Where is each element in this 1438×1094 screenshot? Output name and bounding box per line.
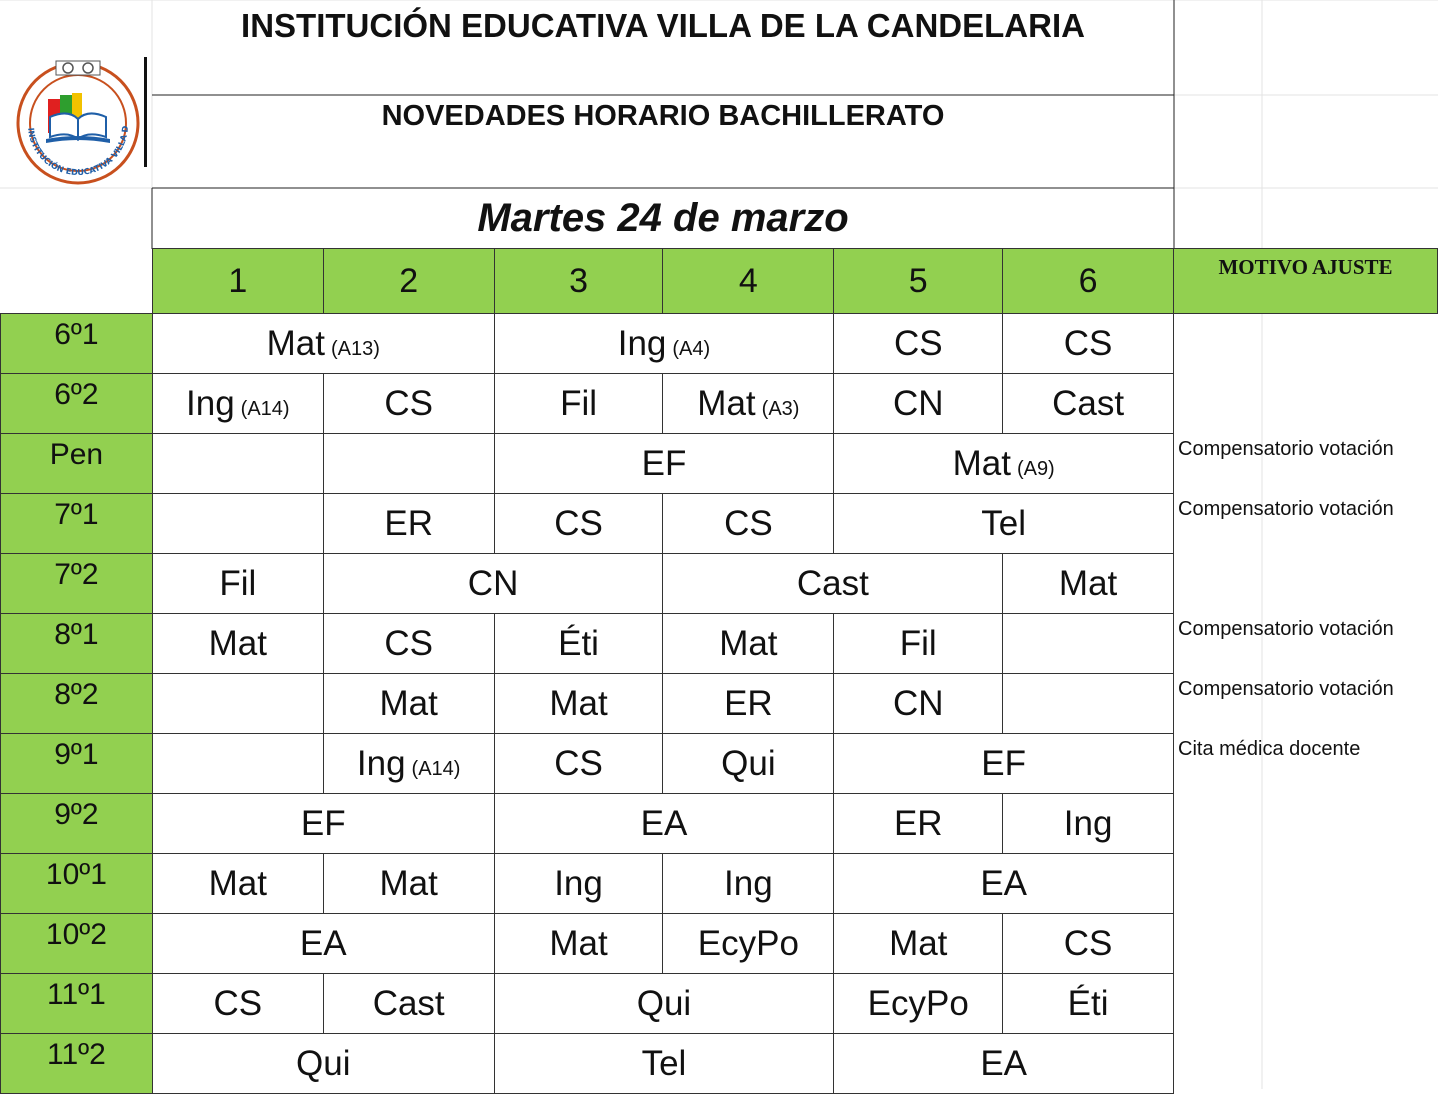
class-cell <box>834 614 1003 674</box>
subject-label: CS <box>384 623 433 663</box>
subject-label: Mat <box>697 383 756 423</box>
adjustment-reason: Compensatorio votación <box>1178 437 1394 460</box>
subject-label: CS <box>1063 923 1113 963</box>
subject-label: Mat <box>719 623 778 663</box>
subject-label: CN <box>892 383 944 423</box>
adjustment-reason <box>1174 794 1438 854</box>
class-cell <box>834 674 1003 734</box>
subject-label: Mat <box>1058 563 1118 603</box>
subject-label: Mat <box>208 863 267 903</box>
adjustment-reason: Compensatorio votación <box>1178 617 1394 640</box>
adjustment-reason <box>1174 554 1438 614</box>
room-label: (A14) <box>240 397 290 420</box>
adjustment-reason <box>1174 854 1438 914</box>
subject-label: CN <box>892 683 944 723</box>
class-cell <box>494 794 834 854</box>
subject-label: EcyPo <box>697 923 799 963</box>
class-cell <box>1003 914 1174 974</box>
schedule-row <box>1 314 1438 374</box>
class-cell <box>494 1034 834 1094</box>
class-cell <box>152 314 494 374</box>
schedule-row <box>1 494 1438 554</box>
class-cell <box>494 854 663 914</box>
period-header: 1 <box>152 249 323 314</box>
subject-label: ER <box>724 683 773 723</box>
subject-label: Mat <box>549 683 608 723</box>
class-cell <box>834 914 1003 974</box>
class-cell <box>152 374 323 434</box>
schedule-row <box>1 1034 1438 1094</box>
class-cell <box>323 374 494 434</box>
subject-label: EA <box>640 803 688 843</box>
class-cell <box>152 974 323 1034</box>
subject-label: CS <box>554 503 603 543</box>
class-cell <box>834 374 1003 434</box>
subject-label: Cast <box>1052 383 1125 423</box>
subject-label: EcyPo <box>867 983 969 1023</box>
subject-label: ER <box>384 503 433 543</box>
adjustment-reason <box>1174 974 1438 1034</box>
subject-label: Mat <box>549 923 608 963</box>
schedule-row <box>1 434 1438 494</box>
class-cell <box>663 374 834 434</box>
class-cell <box>494 314 834 374</box>
subject-label: Fil <box>899 623 937 663</box>
class-cell <box>663 854 834 914</box>
class-cell <box>323 974 494 1034</box>
period-header: 3 <box>494 249 663 314</box>
schedule-body <box>1 314 1438 1094</box>
subject-label: Cast <box>796 563 869 603</box>
subject-label: Fil <box>219 563 257 603</box>
group-label: 11º2 <box>1 1034 153 1094</box>
adjustment-reason <box>1174 914 1438 974</box>
svg-text:INSTITUCIÓN EDUCATIVA VILLA DE: INSTITUCIÓN EDUCATIVA VILLA D <box>26 125 131 178</box>
class-cell <box>834 794 1003 854</box>
schedule-row <box>1 794 1438 854</box>
subject-label: EF <box>641 443 687 483</box>
subject-label: CS <box>213 983 263 1023</box>
period-header: 6 <box>1003 249 1174 314</box>
room-label: (A13) <box>330 337 380 360</box>
schedule-row <box>1 854 1438 914</box>
subject-label: EA <box>980 1043 1028 1083</box>
subject-label: CN <box>467 563 519 603</box>
date-title: Martes 24 de marzo <box>477 196 849 240</box>
class-cell <box>494 614 663 674</box>
adjustment-reason: Cita médica docente <box>1178 737 1361 760</box>
class-cell <box>494 374 663 434</box>
schedule-row <box>1 614 1438 674</box>
class-cell <box>663 674 834 734</box>
subject-label: EF <box>300 803 346 843</box>
group-label: 10º1 <box>1 854 153 914</box>
subject-label: Cast <box>372 983 445 1023</box>
class-cell <box>152 494 323 554</box>
class-cell <box>152 794 494 854</box>
subject-label: Éti <box>1067 983 1109 1023</box>
adjustment-reason <box>1174 1034 1438 1094</box>
class-cell <box>663 914 834 974</box>
class-cell <box>1003 554 1174 614</box>
group-label: Pen <box>1 434 153 494</box>
subject-label: Ing <box>186 383 235 423</box>
group-label: 7º2 <box>1 554 153 614</box>
class-cell <box>1003 974 1174 1034</box>
subject-label: Ing <box>1063 803 1113 843</box>
class-cell <box>152 614 323 674</box>
subject-label: Ing <box>724 863 773 903</box>
class-cell <box>494 434 834 494</box>
room-label: (A4) <box>672 337 711 360</box>
school-logo <box>10 55 146 185</box>
subject-label: ER <box>893 803 943 843</box>
class-cell <box>152 734 323 794</box>
class-cell <box>1003 314 1174 374</box>
room-label: (A3) <box>761 397 800 420</box>
subject-label: EA <box>980 863 1028 903</box>
subject-label: Mat <box>952 443 1011 483</box>
class-cell <box>323 494 494 554</box>
class-cell <box>323 434 494 494</box>
schedule-row <box>1 734 1438 794</box>
period-header: 4 <box>663 249 834 314</box>
corner-cell <box>1 249 153 314</box>
class-cell <box>1003 374 1174 434</box>
class-cell <box>663 734 834 794</box>
subject-label: Éti <box>558 623 599 663</box>
class-cell <box>323 554 663 614</box>
class-cell <box>152 554 323 614</box>
class-cell <box>1003 614 1174 674</box>
class-cell <box>1003 794 1174 854</box>
class-cell <box>494 494 663 554</box>
adjustment-reason <box>1174 374 1438 434</box>
adjustment-reason <box>1174 314 1438 374</box>
subject-label: Mat <box>889 923 948 963</box>
class-cell <box>494 674 663 734</box>
room-label: (A14) <box>411 757 461 780</box>
group-label: 10º2 <box>1 914 153 974</box>
class-cell <box>663 614 834 674</box>
class-cell <box>663 494 834 554</box>
class-cell <box>152 434 323 494</box>
class-cell <box>323 854 494 914</box>
class-cell <box>834 854 1174 914</box>
class-cell <box>152 914 494 974</box>
subject-label: CS <box>724 503 773 543</box>
class-cell <box>494 914 663 974</box>
logo-divider <box>144 57 147 167</box>
subject-label: Ing <box>617 323 667 363</box>
class-cell <box>323 734 494 794</box>
schedule-row <box>1 974 1438 1034</box>
group-label: 8º1 <box>1 614 153 674</box>
class-cell <box>494 974 834 1034</box>
class-cell <box>834 974 1003 1034</box>
subject-label: CS <box>384 383 433 423</box>
class-cell <box>152 854 323 914</box>
class-cell <box>834 734 1174 794</box>
subject-label: EF <box>981 743 1027 783</box>
schedule-row <box>1 554 1438 614</box>
period-header: 5 <box>834 249 1003 314</box>
class-cell <box>323 614 494 674</box>
group-label: 9º1 <box>1 734 153 794</box>
class-cell <box>834 314 1003 374</box>
group-label: 8º2 <box>1 674 153 734</box>
class-cell <box>1003 674 1174 734</box>
class-cell <box>834 1034 1174 1094</box>
class-cell <box>323 674 494 734</box>
subject-label: Qui <box>721 743 776 783</box>
class-cell <box>494 734 663 794</box>
class-cell <box>152 674 323 734</box>
subject-label: CS <box>1063 323 1113 363</box>
reason-header: MOTIVO AJUSTE <box>1174 249 1438 314</box>
subject-label: Mat <box>208 623 267 663</box>
subject-label: Mat <box>379 863 438 903</box>
group-label: 9º2 <box>1 794 153 854</box>
subject-label: CS <box>554 743 603 783</box>
subject-label: Fil <box>560 383 597 423</box>
subject-label: Tel <box>641 1043 687 1083</box>
schedule-row <box>1 674 1438 734</box>
subject-label: CS <box>893 323 943 363</box>
room-label: (A9) <box>1016 457 1055 480</box>
class-cell <box>663 554 1003 614</box>
class-cell <box>834 494 1174 554</box>
subject-label: Ing <box>554 863 603 903</box>
adjustment-reason: Compensatorio votación <box>1178 677 1394 700</box>
group-label: 6º1 <box>1 314 153 374</box>
group-label: 7º1 <box>1 494 153 554</box>
subject-label: Tel <box>981 503 1027 543</box>
subject-label: EA <box>299 923 347 963</box>
subject-label: Qui <box>636 983 692 1023</box>
group-label: 6º2 <box>1 374 153 434</box>
group-label: 11º1 <box>1 974 153 1034</box>
subject-label: Ing <box>356 743 406 783</box>
schedule-subtitle: NOVEDADES HORARIO BACHILLERATO <box>381 100 945 132</box>
institution-title: INSTITUCIÓN EDUCATIVA VILLA DE LA CANDELARIA <box>241 7 1085 44</box>
subject-label: Mat <box>266 323 325 363</box>
period-header: 2 <box>323 249 494 314</box>
schedule-table <box>0 248 1438 1094</box>
class-cell <box>834 434 1174 494</box>
schedule-row <box>1 914 1438 974</box>
subject-label: Mat <box>379 683 438 723</box>
adjustment-reason: Compensatorio votación <box>1178 497 1394 520</box>
period-header-row <box>1 249 1438 314</box>
schedule-row <box>1 374 1438 434</box>
subject-label: Qui <box>296 1043 351 1083</box>
class-cell <box>152 1034 494 1094</box>
